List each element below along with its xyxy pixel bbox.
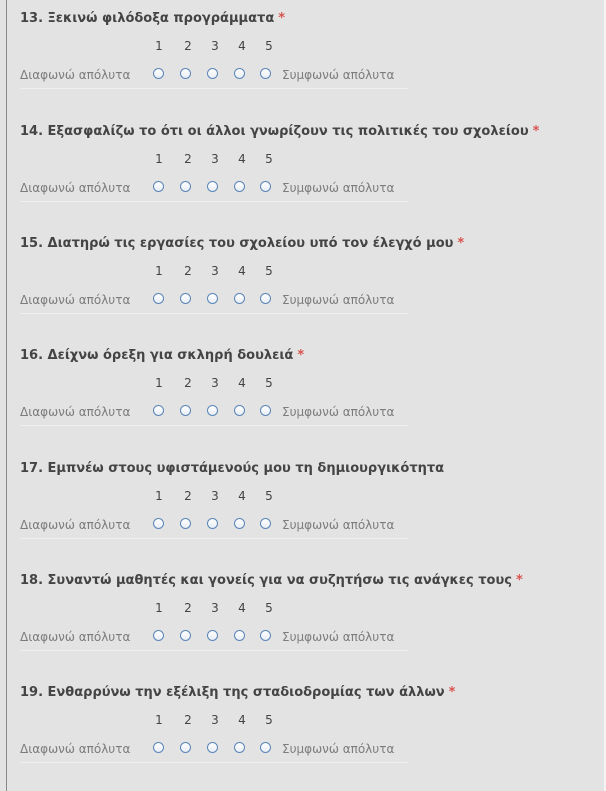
scale-number: 5 [265,713,273,727]
question-title-text: 15. Διατηρώ τις εργασίες του σχολείου υπό τον έλεγχό μου [20,236,454,251]
scale-number: 3 [211,39,219,53]
rating-radio-5[interactable] [260,293,271,304]
question-title [20,11,285,26]
question-title [20,461,444,476]
scale-number: 4 [238,39,246,53]
rating-radio-2[interactable] [180,181,191,192]
scale-number: 3 [211,264,219,278]
scale-number: 1 [155,713,163,727]
scale-label-agree: Συμφωνώ απόλυτα [282,293,395,307]
scale-number: 3 [211,376,219,390]
scale-number: 5 [265,601,273,615]
rating-radio-5[interactable] [260,68,271,79]
rating-radio-3[interactable] [207,630,218,641]
scale-number: 1 [155,489,163,503]
scale-number: 1 [155,39,163,53]
scale-number: 2 [184,152,192,166]
scale-number: 3 [211,152,219,166]
scale-number: 5 [265,376,273,390]
question-title [20,685,455,700]
scale-number: 4 [238,601,246,615]
scale-number: 5 [265,39,273,53]
rating-radio-4[interactable] [234,181,245,192]
rating-radio-2[interactable] [180,518,191,529]
scale-number: 4 [238,713,246,727]
scale-label-disagree: Διαφωνώ απόλυτα [20,742,131,756]
scale-label-disagree: Διαφωνώ απόλυτα [20,68,131,82]
rating-radio-5[interactable] [260,742,271,753]
required-asterisk: * [297,348,305,363]
question-block [20,450,600,560]
rating-scale-row [20,399,408,426]
question-title-text: 17. Εμπνέω στους υφιστάμενούς μου τη δημιουργικότητα [20,461,445,476]
scale-number: 2 [184,39,192,53]
scale-label-agree: Συμφωνώ απόλυτα [282,405,395,419]
rating-radio-5[interactable] [260,518,271,529]
question-title-text: 13. Ξεκινώ φιλόδοξα προγράμματα [20,11,275,26]
rating-radio-1[interactable] [153,293,164,304]
scale-number: 1 [155,152,163,166]
question-title-text: 18. Συναντώ μαθητές και γονείς για να συζητήσω τις ανάγκες τους [20,573,512,588]
rating-radio-4[interactable] [234,518,245,529]
scale-label-agree: Συμφωνώ απόλυτα [282,181,395,195]
scale-number: 2 [184,489,192,503]
rating-radio-3[interactable] [207,742,218,753]
rating-scale-row [20,175,408,202]
rating-radio-1[interactable] [153,181,164,192]
rating-radio-5[interactable] [260,630,271,641]
question-title-text: 16. Δείχνω όρεξη για σκληρή δουλειά [20,348,294,363]
rating-radio-1[interactable] [153,405,164,416]
scale-number: 3 [211,489,219,503]
rating-scale-row [20,624,408,651]
rating-radio-1[interactable] [153,630,164,641]
scale-label-disagree: Διαφωνώ απόλυτα [20,293,131,307]
rating-radio-2[interactable] [180,68,191,79]
rating-radio-5[interactable] [260,181,271,192]
rating-radio-2[interactable] [180,630,191,641]
scale-label-agree: Συμφωνώ απόλυτα [282,742,395,756]
rating-scale-row [20,736,408,763]
scale-number: 2 [184,264,192,278]
rating-radio-5[interactable] [260,405,271,416]
rating-radio-1[interactable] [153,742,164,753]
scale-number: 1 [155,264,163,278]
required-asterisk: * [532,124,540,139]
scale-number: 2 [184,601,192,615]
scale-number: 4 [238,489,246,503]
scale-number: 4 [238,152,246,166]
rating-scale-row [20,62,408,89]
scale-label-disagree: Διαφωνώ απόλυτα [20,518,131,532]
rating-radio-3[interactable] [207,293,218,304]
question-title-text: 14. Εξασφαλίζω το ότι οι άλλοι γνωρίζουν τις πολιτικές του σχολείου [20,124,529,139]
scale-number: 5 [265,264,273,278]
question-title [20,124,539,139]
question-title [20,348,304,363]
scale-number: 2 [184,713,192,727]
rating-radio-4[interactable] [234,293,245,304]
question-block [20,225,600,335]
rating-radio-1[interactable] [153,518,164,529]
required-asterisk: * [448,685,456,700]
scale-number: 5 [265,152,273,166]
question-block [20,113,600,223]
rating-scale-row [20,512,408,539]
scale-label-disagree: Διαφωνώ απόλυτα [20,181,131,195]
rating-radio-3[interactable] [207,405,218,416]
rating-radio-3[interactable] [207,68,218,79]
question-block [20,562,600,672]
required-asterisk: * [457,236,465,251]
question-title [20,573,523,588]
rating-radio-2[interactable] [180,405,191,416]
rating-radio-1[interactable] [153,68,164,79]
rating-scale-row [20,287,408,314]
rating-radio-3[interactable] [207,181,218,192]
scale-number: 3 [211,713,219,727]
rating-radio-2[interactable] [180,742,191,753]
question-block [20,337,600,447]
rating-radio-4[interactable] [234,68,245,79]
rating-radio-4[interactable] [234,630,245,641]
scale-label-agree: Συμφωνώ απόλυτα [282,518,395,532]
scale-number: 3 [211,601,219,615]
rating-radio-4[interactable] [234,405,245,416]
required-asterisk: * [515,573,523,588]
scale-label-agree: Συμφωνώ απόλυτα [282,630,395,644]
scale-label-disagree: Διαφωνώ απόλυτα [20,630,131,644]
question-block [20,674,600,784]
question-block [20,0,600,110]
rating-radio-4[interactable] [234,742,245,753]
scale-number: 2 [184,376,192,390]
scale-number: 4 [238,264,246,278]
scale-number: 4 [238,376,246,390]
scale-number: 1 [155,376,163,390]
scale-label-disagree: Διαφωνώ απόλυτα [20,405,131,419]
scale-label-agree: Συμφωνώ απόλυτα [282,68,395,82]
scale-number: 1 [155,601,163,615]
required-asterisk: * [278,11,286,26]
rating-radio-3[interactable] [207,518,218,529]
question-title [20,236,464,251]
rating-radio-2[interactable] [180,293,191,304]
frame-left-border [6,0,7,791]
question-title-text: 19. Ενθαρρύνω την εξέλιξη της σταδιοδρομίας των άλλων [20,685,445,700]
scale-number: 5 [265,489,273,503]
